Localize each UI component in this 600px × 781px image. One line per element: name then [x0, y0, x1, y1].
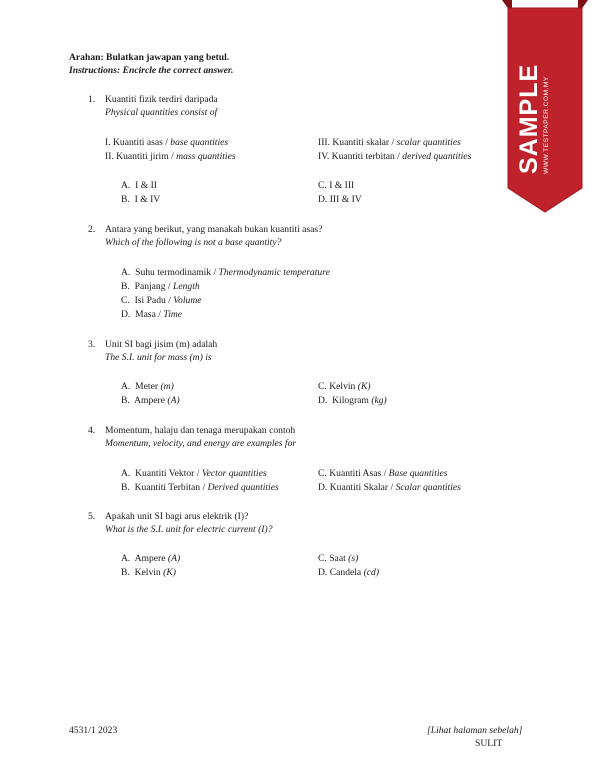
option-text-malay: Isi Padu / [134, 295, 171, 306]
statement-english: base quantities [170, 137, 229, 148]
question-text-english: Physical quantities consist of [105, 107, 218, 118]
option-a[interactable] [121, 381, 174, 393]
question-text-malay: Apakah unit SI bagi arus elektrik (I)? [105, 511, 249, 522]
option-label: B. [121, 194, 130, 205]
option-a[interactable] [121, 553, 180, 565]
option-text: I & IV [134, 194, 161, 205]
option-text-english: Scalar quantities [395, 482, 461, 493]
option-label: D. [318, 567, 328, 578]
paper-code: 4531/1 2023 [69, 725, 118, 736]
question-text-english: The S.I. unit for mass (m) is [105, 352, 212, 363]
classification-label: SULIT [475, 738, 503, 749]
option-c[interactable] [318, 468, 448, 480]
statement-english: mass quantities [176, 151, 236, 162]
option-label: A. [121, 468, 131, 479]
statement-english: scalar quantities [396, 137, 461, 148]
question-number: 1. [88, 94, 96, 105]
option-c[interactable] [318, 180, 354, 192]
option-text-malay: Kuantiti Terbitan / [134, 482, 206, 493]
option-text-english: (s) [348, 553, 359, 564]
option-label: A. [121, 267, 131, 278]
option-b[interactable] [121, 281, 200, 293]
option-text-malay: Kuantiti Skalar / [329, 482, 394, 493]
option-a[interactable] [121, 267, 330, 279]
option-label: C. [318, 381, 327, 392]
statement-3 [318, 137, 461, 149]
option-text-english: (cd) [363, 567, 380, 578]
statement-english: derived quantities [402, 151, 472, 162]
option-text-english: (K) [357, 381, 371, 392]
statement-4 [318, 151, 471, 163]
option-d[interactable] [318, 567, 379, 579]
option-d[interactable] [318, 194, 362, 206]
next-page-note: [Lihat halaman sebelah] [427, 725, 523, 736]
option-text-malay: Candela [329, 567, 362, 578]
instructions-malay: Arahan: Bulatkan jawapan yang betul. [69, 52, 230, 63]
option-text-malay: Suhu termodinamik / [135, 267, 217, 278]
option-text-malay: Ampere [134, 553, 166, 564]
option-text: III & IV [329, 194, 362, 205]
option-label: D. [121, 309, 131, 320]
option-label: D. [318, 395, 328, 406]
option-text-english: Base quantities [388, 468, 448, 479]
option-label: C. [318, 180, 327, 191]
option-label: C. [121, 295, 130, 306]
option-label: B. [121, 395, 130, 406]
question-number: 5. [88, 511, 96, 522]
question-text-malay: Momentum, halaju dan tenaga merupakan contoh [105, 425, 296, 436]
option-c[interactable] [318, 553, 358, 565]
ribbon-word: SAMPLE [515, 63, 543, 174]
statement-1 [105, 137, 228, 149]
option-label: D. [318, 194, 328, 205]
option-text-english: Length [173, 281, 200, 292]
option-text-english: Time [163, 309, 183, 320]
option-d[interactable] [318, 395, 387, 407]
option-b[interactable] [121, 482, 279, 494]
question-number: 3. [88, 339, 96, 350]
option-text-english: (kg) [371, 395, 387, 406]
option-text: I & II [135, 180, 157, 191]
statement-2 [105, 151, 236, 163]
option-text-malay: Meter [135, 381, 159, 392]
option-label: A. [121, 381, 131, 392]
option-text-malay: Kelvin [329, 381, 356, 392]
option-text-english: Thermodynamic temperature [218, 267, 330, 278]
option-label: B. [121, 482, 130, 493]
option-d[interactable] [318, 482, 461, 494]
option-label: D. [318, 482, 328, 493]
question-number: 2. [88, 224, 96, 235]
option-text-english: (A) [167, 553, 181, 564]
option-text-malay: Kilogram [332, 395, 369, 406]
option-label: A. [121, 553, 131, 564]
option-text-english: Volume [173, 295, 202, 306]
option-d[interactable] [121, 309, 182, 321]
option-text: I & III [329, 180, 355, 191]
question-number: 4. [88, 425, 96, 436]
option-text-malay: Masa / [135, 309, 161, 320]
question-text-english: Which of the following is not a base quantity? [105, 237, 282, 248]
option-text-malay: Kuantiti Asas / [329, 468, 387, 479]
statement-malay: I. Kuantiti asas / [105, 137, 168, 148]
option-text-english: (K) [163, 567, 176, 578]
option-b[interactable] [121, 395, 180, 407]
statement-malay: III. Kuantiti skalar / [318, 137, 395, 148]
option-text-english: Vector quantities [201, 468, 267, 479]
ribbon-text [517, 44, 563, 174]
option-b[interactable] [121, 567, 176, 579]
option-text-malay: Saat [329, 553, 346, 564]
option-text-malay: Panjang / [134, 281, 171, 292]
statement-malay: II. Kuantiti jirim / [105, 151, 174, 162]
option-text-english: (m) [160, 381, 174, 392]
question-text-english: Momentum, velocity, and energy are examples for [105, 438, 297, 449]
option-text-english: Derived quantities [207, 482, 279, 493]
question-text-malay: Kuantiti fizik terdiri daripada [105, 94, 218, 105]
option-label: B. [121, 567, 130, 578]
option-text-english: (A) [167, 395, 180, 406]
option-text-malay: Ampere [134, 395, 165, 406]
option-c[interactable] [121, 295, 202, 307]
option-text-malay: Kuantiti Vektor / [135, 468, 200, 479]
ribbon-site: WWW.TESTPAPER.COM.MY [543, 76, 550, 174]
instructions-english: Instructions: Encircle the correct answer. [69, 65, 234, 76]
option-text-malay: Kelvin [134, 567, 161, 578]
option-label: B. [121, 281, 130, 292]
option-a[interactable] [121, 468, 267, 480]
option-label: C. [318, 553, 327, 564]
option-label: C. [318, 468, 327, 479]
option-c[interactable] [318, 381, 371, 393]
question-text-malay: Antara yang berikut, yang manakah bukan kuantiti asas? [105, 224, 323, 235]
option-a[interactable] [121, 180, 157, 192]
option-label: A. [121, 180, 131, 191]
question-text-english: What is the S.I. unit for electric current (I)? [105, 524, 273, 535]
option-b[interactable] [121, 194, 160, 206]
statement-malay: IV. Kuantiti terbitan / [318, 151, 400, 162]
question-text-malay: Unit SI bagi jisim (m) adalah [105, 339, 218, 350]
